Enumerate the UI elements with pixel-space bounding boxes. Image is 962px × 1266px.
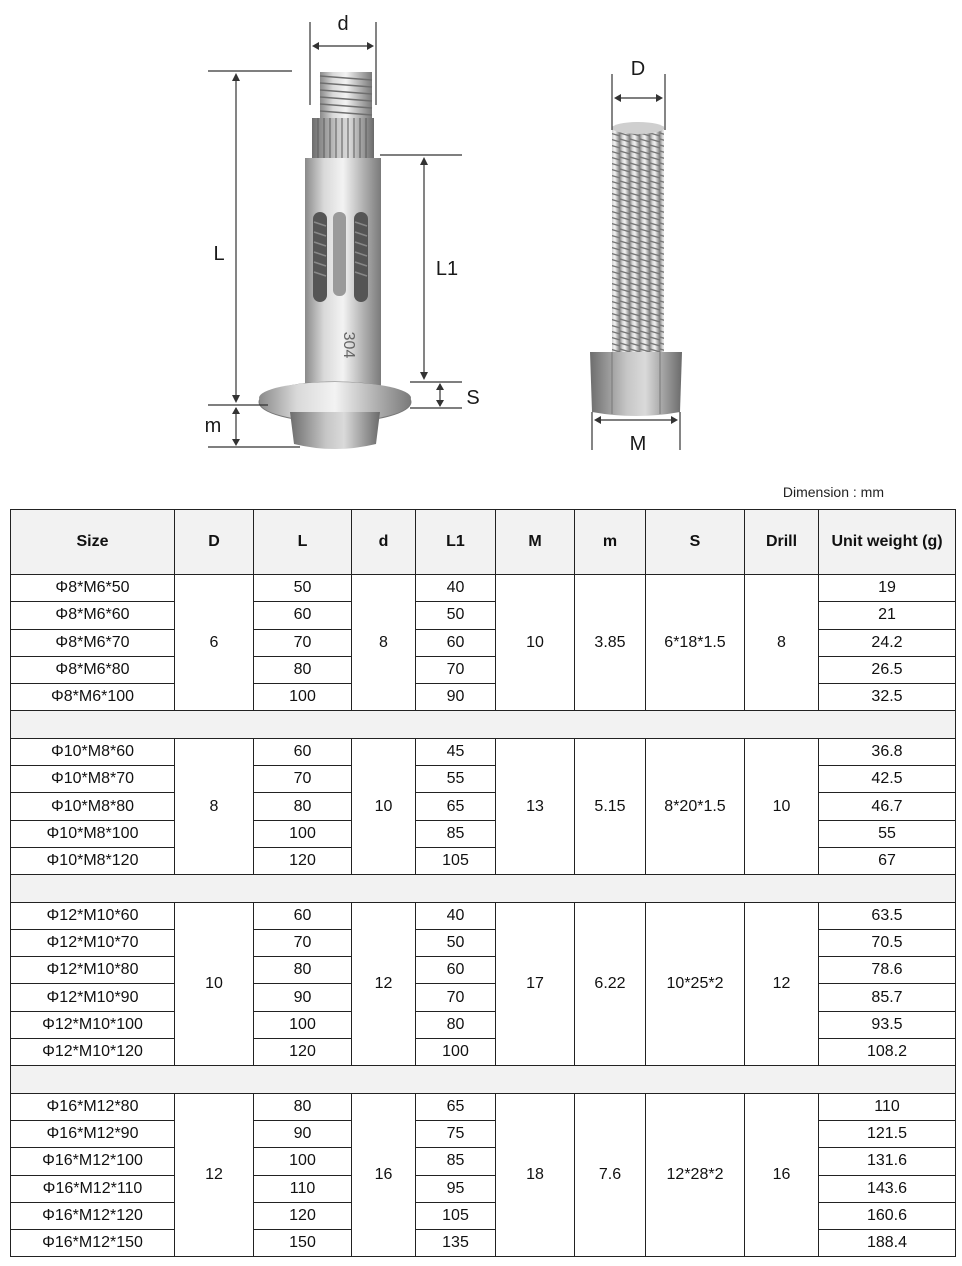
header-L: L [254, 510, 352, 575]
cell-d: 10 [352, 738, 416, 874]
cell-m: 7.6 [575, 1093, 646, 1257]
cell-size: Φ16*M12*100 [11, 1148, 175, 1175]
cell-L1: 45 [416, 738, 496, 765]
header-unit-weight: Unit weight (g) [819, 510, 956, 575]
cell-D: 8 [175, 738, 254, 874]
cell-unit-weight: 36.8 [819, 738, 956, 765]
header-M: M [496, 510, 575, 575]
cell-L: 120 [254, 1039, 352, 1066]
cell-size: Φ12*M10*80 [11, 957, 175, 984]
cell-size: Φ16*M12*80 [11, 1093, 175, 1120]
material-stamp: 304 [340, 331, 357, 359]
cell-unit-weight: 93.5 [819, 1011, 956, 1038]
cell-L1: 90 [416, 684, 496, 711]
cell-size: Φ16*M12*110 [11, 1175, 175, 1202]
group-separator-row [11, 711, 956, 738]
cell-unit-weight: 46.7 [819, 793, 956, 820]
cell-L: 80 [254, 957, 352, 984]
cell-S: 10*25*2 [646, 902, 745, 1066]
cell-D: 12 [175, 1093, 254, 1257]
cell-L1: 95 [416, 1175, 496, 1202]
cell-L1: 70 [416, 656, 496, 683]
cell-size: Φ8*M6*80 [11, 656, 175, 683]
cell-L1: 135 [416, 1230, 496, 1257]
cell-unit-weight: 55 [819, 820, 956, 847]
cell-L1: 65 [416, 1093, 496, 1120]
cell-M: 18 [496, 1093, 575, 1257]
cell-m: 3.85 [575, 575, 646, 711]
cell-L1: 40 [416, 575, 496, 602]
header-L1: L1 [416, 510, 496, 575]
cell-L1: 60 [416, 629, 496, 656]
anchor-bolt-image [259, 72, 411, 449]
spec-table-body [11, 575, 956, 1257]
cell-L: 80 [254, 793, 352, 820]
table-header-row [11, 510, 956, 575]
cell-L: 150 [254, 1230, 352, 1257]
cell-size: Φ8*M6*70 [11, 629, 175, 656]
unit-note: Dimension : mm [782, 484, 884, 500]
cell-D: 6 [175, 575, 254, 711]
cell-unit-weight: 24.2 [819, 629, 956, 656]
cell-unit-weight: 78.6 [819, 957, 956, 984]
table-row [11, 1093, 956, 1120]
table-row [11, 738, 956, 765]
cell-L1: 75 [416, 1120, 496, 1147]
cell-L: 100 [254, 1148, 352, 1175]
cell-size: Φ16*M12*90 [11, 1120, 175, 1147]
cell-drill: 16 [745, 1093, 819, 1257]
cell-unit-weight: 143.6 [819, 1175, 956, 1202]
cell-d: 16 [352, 1093, 416, 1257]
cell-unit-weight: 21 [819, 602, 956, 629]
cell-size: Φ8*M6*100 [11, 684, 175, 711]
group-separator-cell [11, 1066, 956, 1093]
cell-L: 120 [254, 1202, 352, 1229]
cell-L: 90 [254, 1120, 352, 1147]
cell-L: 80 [254, 1093, 352, 1120]
cell-L: 120 [254, 847, 352, 874]
label-S: S [466, 387, 480, 409]
cell-size: Φ16*M12*120 [11, 1202, 175, 1229]
cell-M: 17 [496, 902, 575, 1066]
cell-L1: 65 [416, 793, 496, 820]
label-L1: L1 [435, 258, 459, 280]
cell-size: Φ10*M8*60 [11, 738, 175, 765]
product-diagram [0, 0, 962, 470]
group-separator-row [11, 1066, 956, 1093]
cell-D: 10 [175, 902, 254, 1066]
cell-m: 5.15 [575, 738, 646, 874]
header-D: D [175, 510, 254, 575]
cell-size: Φ12*M10*70 [11, 929, 175, 956]
label-m: m [204, 415, 222, 437]
cell-L1: 85 [416, 1148, 496, 1175]
header-S: S [646, 510, 745, 575]
cell-drill: 8 [745, 575, 819, 711]
cell-size: Φ10*M8*80 [11, 793, 175, 820]
cell-S: 8*20*1.5 [646, 738, 745, 874]
cell-size: Φ10*M8*70 [11, 766, 175, 793]
cell-L1: 105 [416, 1202, 496, 1229]
cell-L1: 105 [416, 847, 496, 874]
cell-M: 13 [496, 738, 575, 874]
cell-L1: 100 [416, 1039, 496, 1066]
header-d: d [352, 510, 416, 575]
cell-L1: 50 [416, 602, 496, 629]
cell-L: 100 [254, 820, 352, 847]
cell-size: Φ12*M10*120 [11, 1039, 175, 1066]
cell-L1: 50 [416, 929, 496, 956]
cell-unit-weight: 19 [819, 575, 956, 602]
cell-S: 6*18*1.5 [646, 575, 745, 711]
cell-S: 12*28*2 [646, 1093, 745, 1257]
cell-size: Φ10*M8*100 [11, 820, 175, 847]
label-d: d [337, 13, 349, 35]
cell-unit-weight: 188.4 [819, 1230, 956, 1257]
cell-unit-weight: 26.5 [819, 656, 956, 683]
cell-unit-weight: 67 [819, 847, 956, 874]
cell-L: 70 [254, 766, 352, 793]
cell-L: 100 [254, 684, 352, 711]
group-separator-row [11, 875, 956, 902]
cell-size: Φ8*M6*60 [11, 602, 175, 629]
label-L: L [213, 243, 225, 265]
cell-L1: 55 [416, 766, 496, 793]
cell-M: 10 [496, 575, 575, 711]
cell-unit-weight: 32.5 [819, 684, 956, 711]
cell-L: 70 [254, 929, 352, 956]
cell-unit-weight: 121.5 [819, 1120, 956, 1147]
cell-L: 80 [254, 656, 352, 683]
cell-d: 8 [352, 575, 416, 711]
cell-L: 50 [254, 575, 352, 602]
cell-d: 12 [352, 902, 416, 1066]
cell-L1: 85 [416, 820, 496, 847]
cell-L: 110 [254, 1175, 352, 1202]
cell-size: Φ12*M10*60 [11, 902, 175, 929]
group-separator-cell [11, 875, 956, 902]
cell-m: 6.22 [575, 902, 646, 1066]
cell-L: 70 [254, 629, 352, 656]
cell-unit-weight: 42.5 [819, 766, 956, 793]
cell-L1: 40 [416, 902, 496, 929]
cell-L1: 60 [416, 957, 496, 984]
cell-unit-weight: 70.5 [819, 929, 956, 956]
cell-L: 90 [254, 984, 352, 1011]
table-row [11, 575, 956, 602]
cell-unit-weight: 108.2 [819, 1039, 956, 1066]
label-D: D [630, 58, 646, 80]
cell-drill: 12 [745, 902, 819, 1066]
cell-unit-weight: 110 [819, 1093, 956, 1120]
hex-bolt-image [590, 122, 682, 416]
cell-size: Φ10*M8*120 [11, 847, 175, 874]
header-size: Size [11, 510, 175, 575]
cell-unit-weight: 160.6 [819, 1202, 956, 1229]
cell-size: Φ12*M10*90 [11, 984, 175, 1011]
cell-size: Φ12*M10*100 [11, 1011, 175, 1038]
cell-size: Φ8*M6*50 [11, 575, 175, 602]
header-drill: Drill [745, 510, 819, 575]
cell-unit-weight: 131.6 [819, 1148, 956, 1175]
cell-drill: 10 [745, 738, 819, 874]
label-M: M [629, 433, 647, 455]
cell-L1: 70 [416, 984, 496, 1011]
table-row [11, 902, 956, 929]
cell-L: 100 [254, 1011, 352, 1038]
cell-unit-weight: 85.7 [819, 984, 956, 1011]
group-separator-cell [11, 711, 956, 738]
cell-size: Φ16*M12*150 [11, 1230, 175, 1257]
cell-L1: 80 [416, 1011, 496, 1038]
cell-unit-weight: 63.5 [819, 902, 956, 929]
cell-L: 60 [254, 902, 352, 929]
cell-L: 60 [254, 602, 352, 629]
spec-table [10, 509, 956, 1257]
header-m: m [575, 510, 646, 575]
cell-L: 60 [254, 738, 352, 765]
